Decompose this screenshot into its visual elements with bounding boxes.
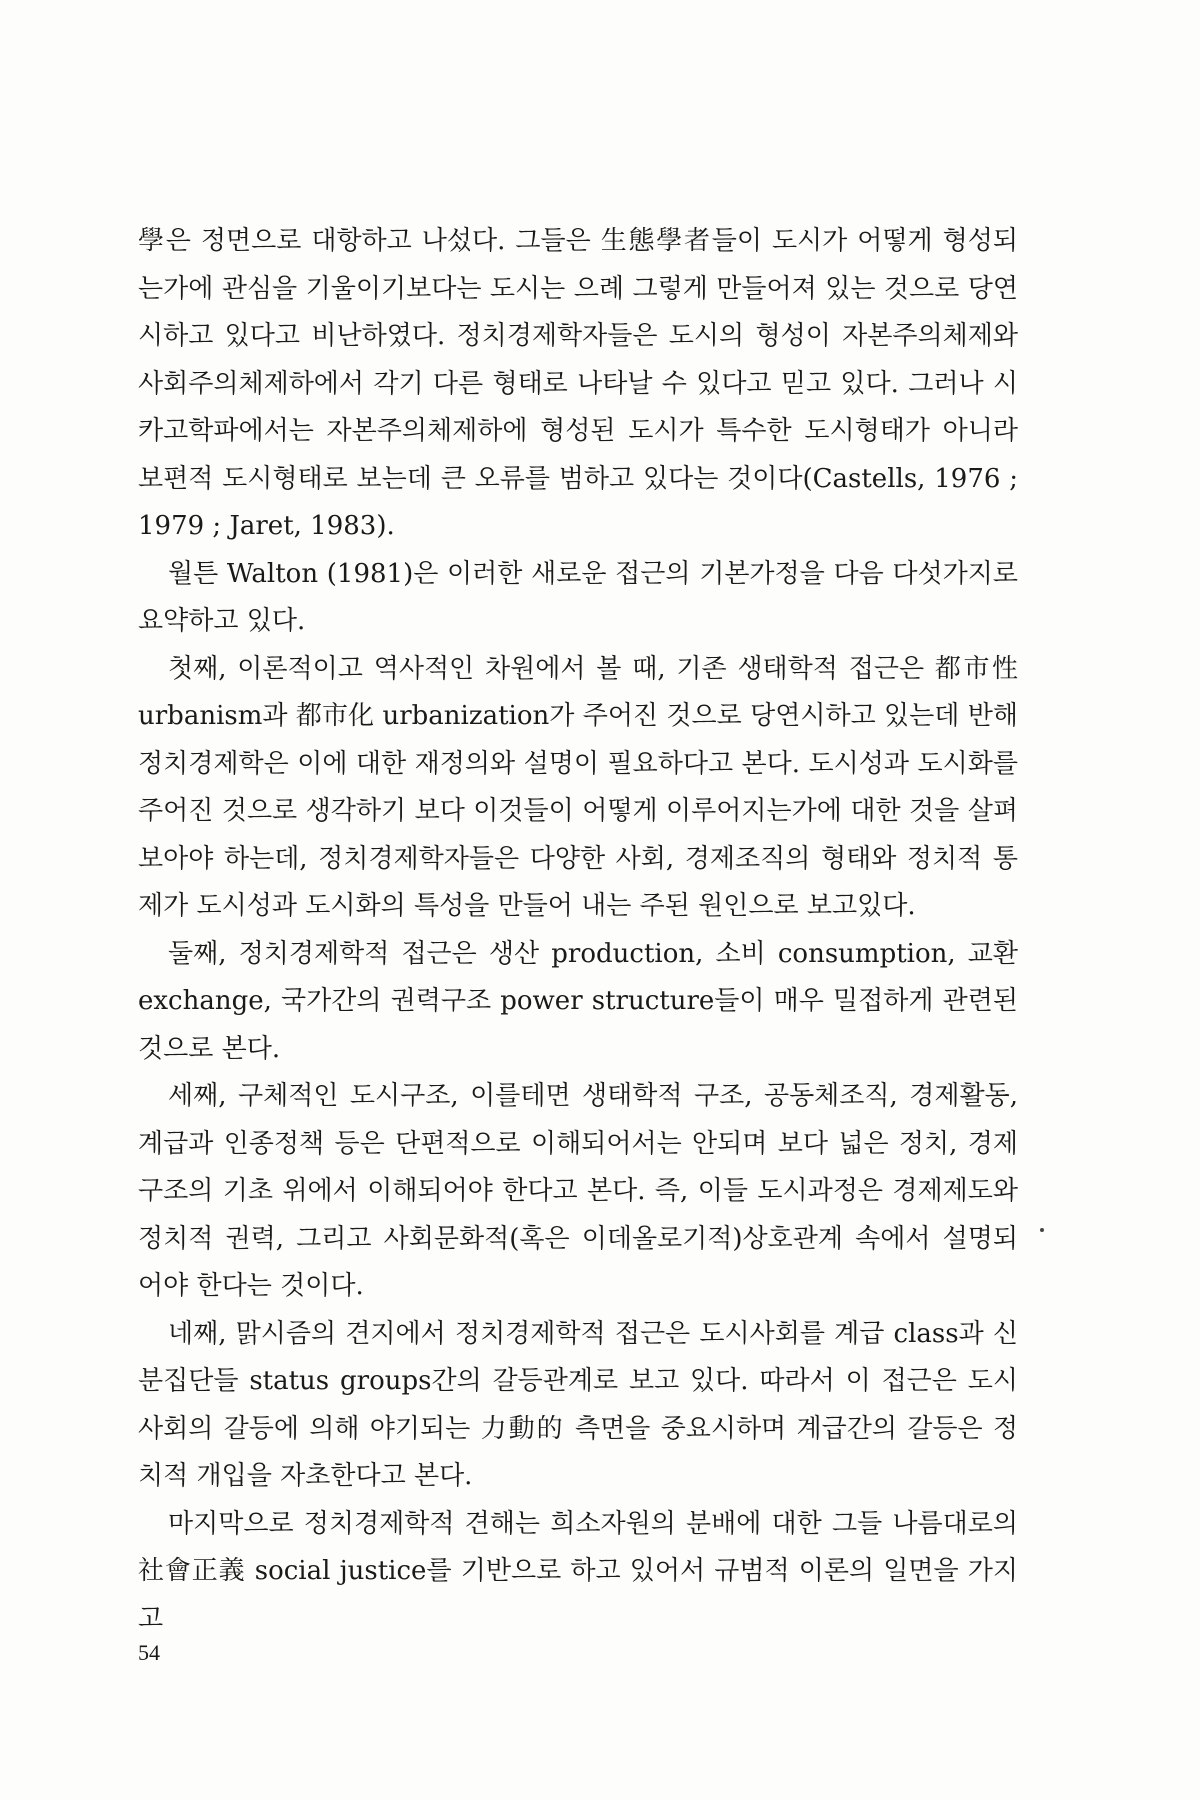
paragraph-continuation: 學은 정면으로 대항하고 나섰다. 그들은 生態學者들이 도시가 어떻게 형성되는가에 관심을 기울이기보다는 도시는 으례 그렇게 만들어져 있는 것으로 당연시하고 있다고 비난하였다. 정치경제학자들은 도시의 형성이 자본주의체제와 사회주의체제하에서 각기 다른 형태로 나타날 수 있다고 믿고 있다. 그러나 시카고학파에서는 자본주의체제하에 형성된 도시가 특수한 도시형태가 아니라 보편적 도시형태로 보는데 큰 오류를 범하고 있다는 것이다(Castells, 1976 ; 1979 ; Jaret, 1983). <box>138 226 1018 541</box>
margin-mark <box>1040 1228 1044 1232</box>
paragraph-walton-summary: 월튼 Walton (1981)은 이러한 새로운 접근의 기본가정을 다음 다섯가지로 요약하고 있다. <box>138 558 1018 636</box>
paragraph-final-assumption: 마지막으로 정치경제학적 견해는 희소자원의 분배에 대한 그들 나름대로의 社會正義 social justice를 기반으로 하고 있어서 규범적 이론의 일면을 가지고 <box>138 1508 1018 1634</box>
paragraph-third-assumption: 세째, 구체적인 도시구조, 이를테면 생태학적 구조, 공동체조직, 경제활동, 계급과 인종정책 등은 단편적으로 이해되어서는 안되며 보다 넓은 정치, 경제구조의 기초 위에서 이해되어야 한다고 본다. 즉, 이들 도시과정은 경제제도와 정치적 권력, 그리고 사회문화적(혹은 이데올로기적)상호관계 속에서 설명되어야 한다는 것이다. <box>138 1081 1018 1301</box>
body-text <box>138 218 1018 1643</box>
paragraph-fourth-assumption: 네째, 맑시즘의 견지에서 정치경제학적 접근은 도시사회를 계급 class과 신분집단들 status groups간의 갈등관계로 보고 있다. 따라서 이 접근은 도시사회의 갈등에 의해 야기되는 力動的 측면을 중요시하며 계급간의 갈등은 정치적 개입을 자초한다고 본다. <box>138 1318 1018 1491</box>
paragraph-first-assumption: 첫째, 이론적이고 역사적인 차원에서 볼 때, 기존 생태학적 접근은 都市性 urbanism과 都市化 urbanization가 주어진 것으로 당연시하고 있는데 반해 정치경제학은 이에 대한 재정의와 설명이 필요하다고 본다. 도시성과 도시화를 주어진 것으로 생각하기 보다 이것들이 어떻게 이루어지는가에 대한 것을 살펴 보아야 하는데, 정치경제학자들은 다양한 사회, 경제조직의 형태와 정치적 통제가 도시성과 도시화의 특성을 만들어 내는 주된 원인으로 보고있다. <box>138 653 1018 921</box>
paragraph-second-assumption: 둘째, 정치경제학적 접근은 생산 production, 소비 consumption, 교환 exchange, 국가간의 권력구조 power structure들이 매우 밀접하게 관련된 것으로 본다. <box>138 938 1018 1064</box>
page-number: 54 <box>138 1640 160 1665</box>
